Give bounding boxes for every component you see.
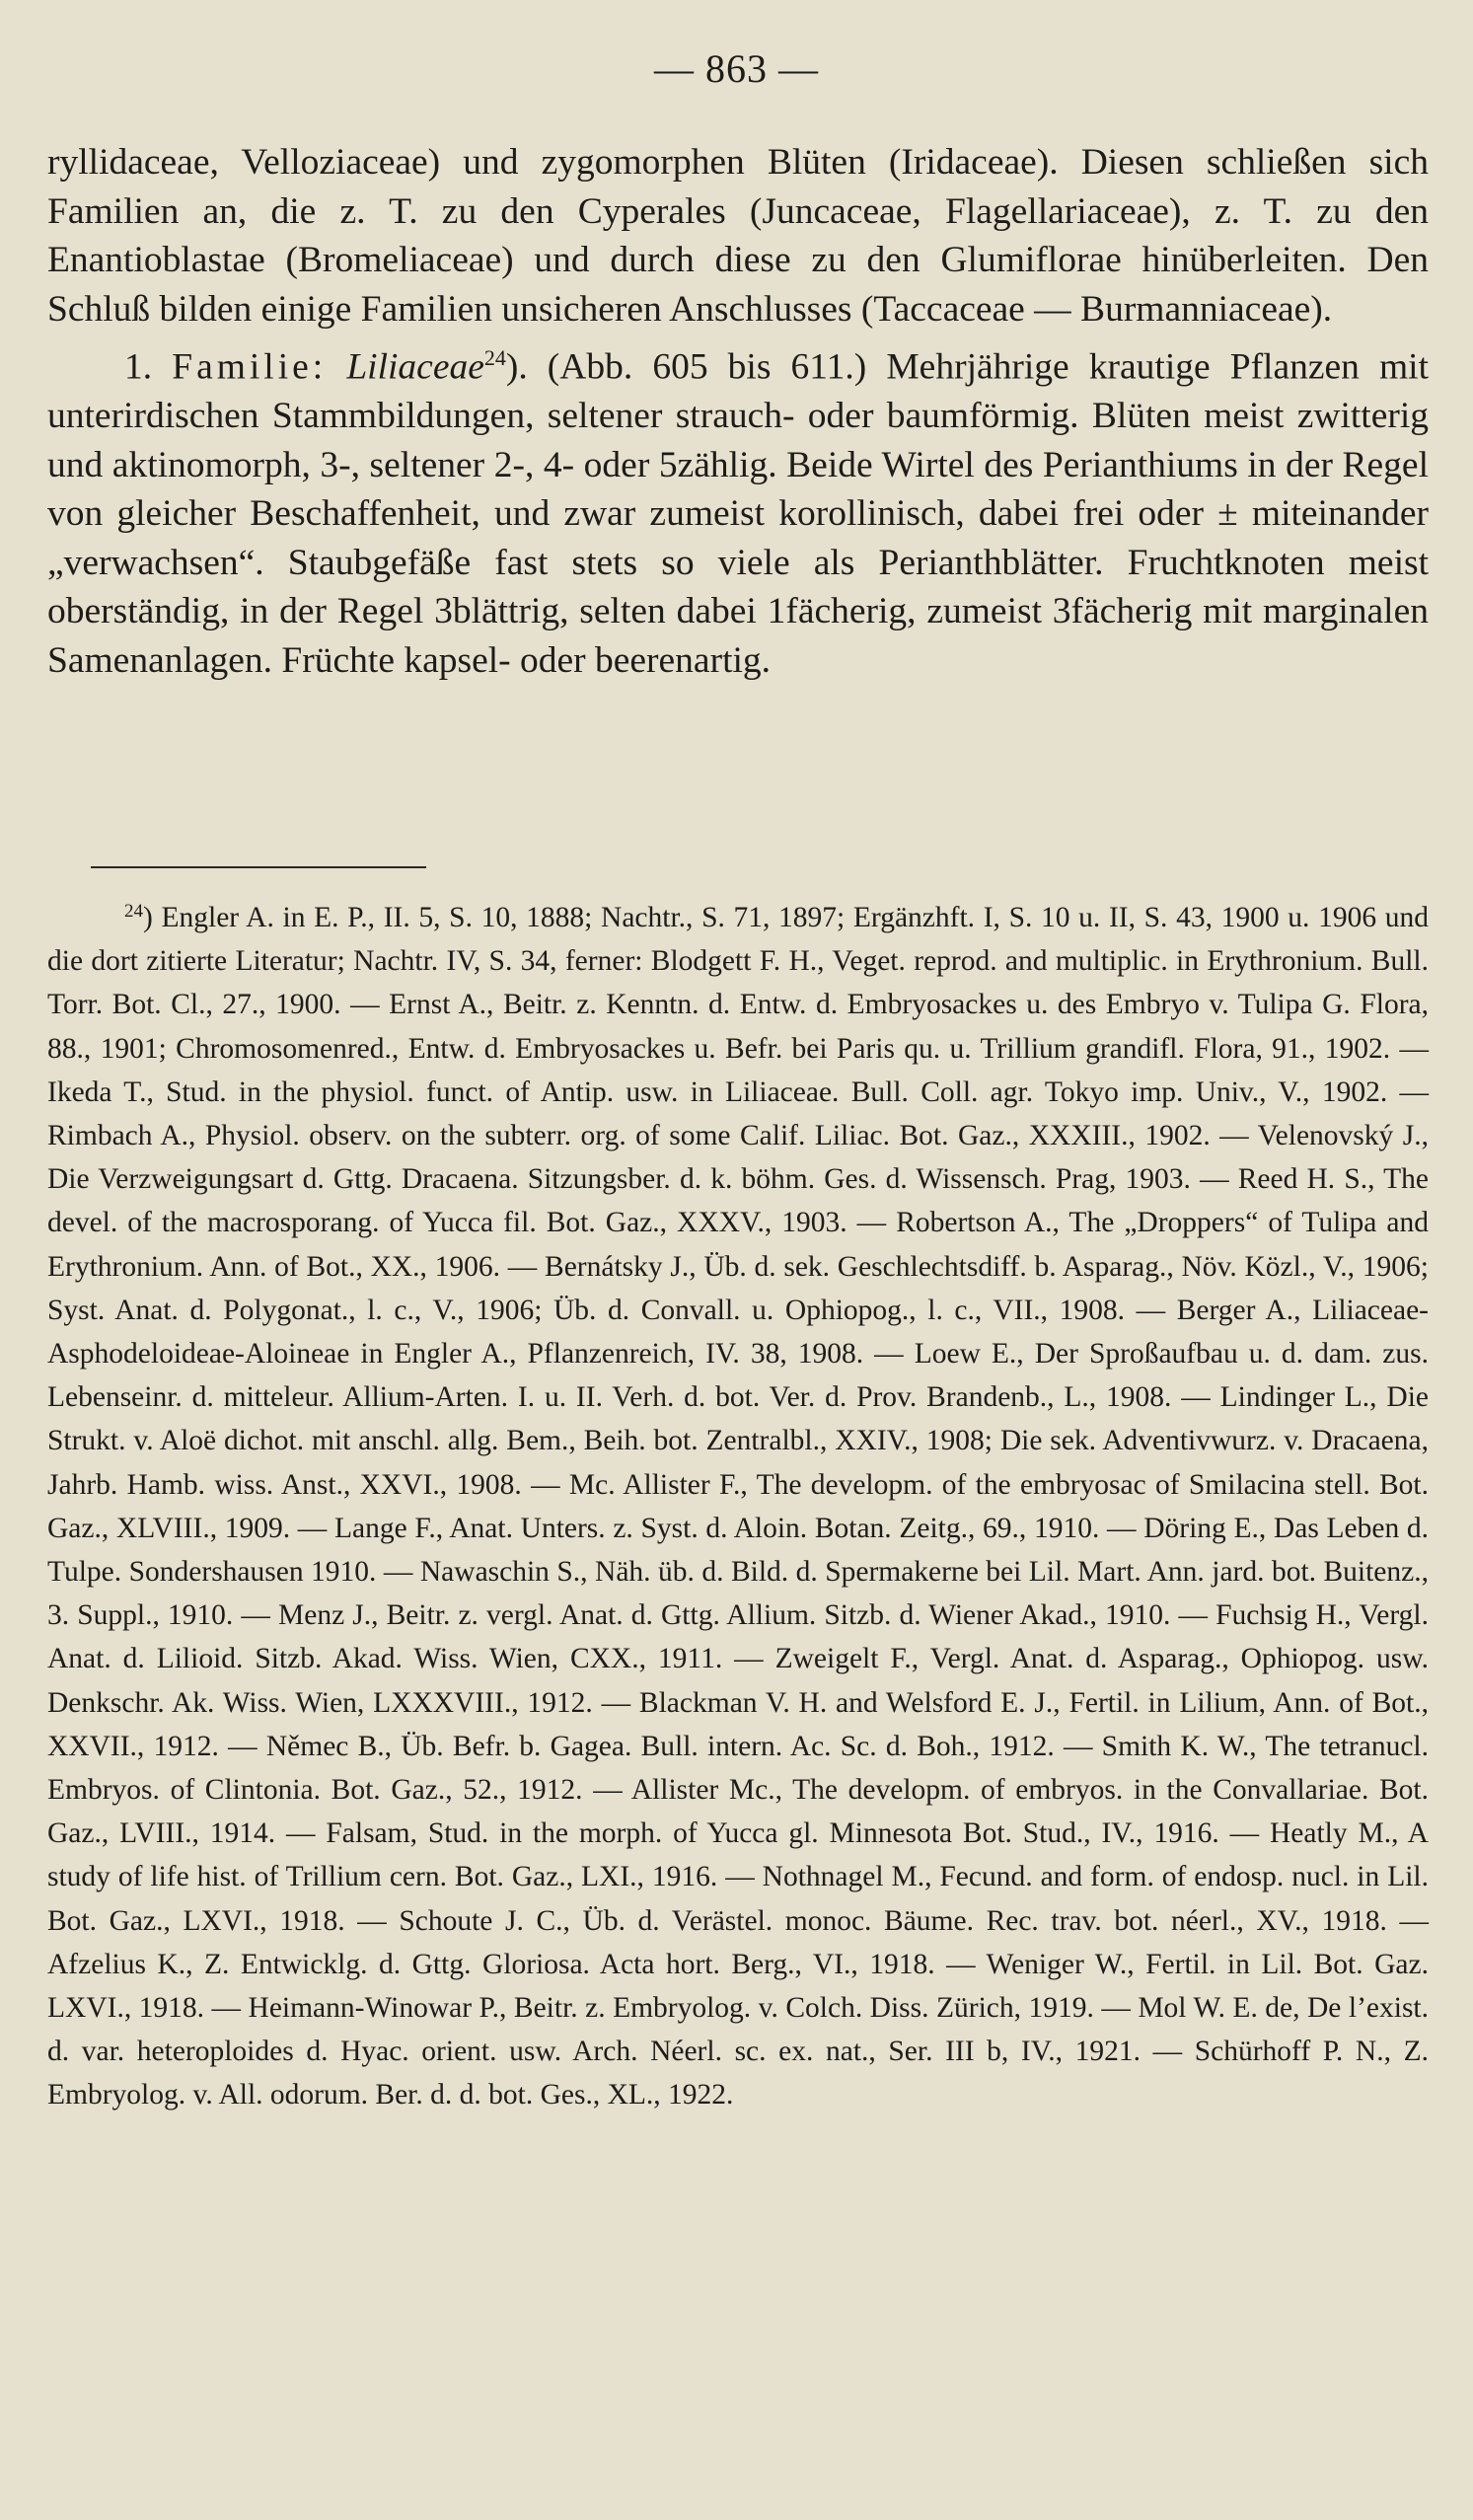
family-description: ). (Abb. 605 bis 611.) Mehrjährige krautige Pflanzen mit unterirdischen Stammbildungen, seltener strauch- oder baumförmig. Blüten meist zwitterig und aktinomorph, 3-, seltener 2-, 4- oder 5zählig. Beide Wirtel des Perianthiums in der Regel von gleicher Beschaffenheit, und zwar zumeist korollinisch, dabei frei oder ± miteinander „verwachsen“. Staubgefäße fast stets so viele als Perianthblätter. Fruchtknoten meist oberständig, in der Regel 3blättrig, selten dabei 1fächerig, zumeist 3fächerig mit marginalen Samenanlagen. Früchte kapsel- oder beerenartig. — [47, 346, 1430, 681]
page-number: — 863 — — [654, 46, 819, 91]
intro-paragraph: ryllidaceae, Velloziaceae) und zygomorphen Blüten (Iridaceae). Diesen schließen sich Familien an, die z. T. zu den Cyperales (Juncaceae, Flagellariaceae), z. T. zu den Enantioblastae (Bromeliaceae) und durch diese zu den Glumiflorae hinüberleiten. Den Schluß bilden einige Familien unsicheren Anschlusses (Taccaceae — Burmanniaceae). — [47, 142, 1429, 330]
main-text — [47, 138, 1429, 685]
family-label: Familie: — [172, 346, 328, 388]
family-number: 1. — [124, 346, 153, 388]
footnote — [47, 896, 1429, 2117]
family-name: Liliaceae — [346, 346, 484, 388]
family-paragraph — [47, 334, 1429, 685]
footnote-text: ) Engler A. in E. P., II. 5, S. 10, 1888; Nachtr., S. 71, 1897; Ergänzhft. I, S. 10 u. II, S. 43, 1900 u. 1906 und die dort zitierte Literatur; Nachtr. IV, S. 34, ferner: Blodgett F. H., Veget. reprod. and multiplic. in Erythronium. Bull. Torr. Bot. Cl., 27., 1900. — Ernst A., Beitr. z. Kenntn. d. Entw. d. Embryosackes u. des Embryo v. Tulipa G. Flora, 88., 1901; Chromosomenred., Entw. d. Embryosackes u. Befr. bei Paris qu. u. Trillium grandifl. Flora, 91., 1902. — Ikeda T., Stud. in the physiol. funct. of Antip. usw. in Liliaceae. Bull. Coll. agr. Tokyo imp. Univ., V., 1902. — Rimbach A., Physiol. observ. on the subterr. org. of some Calif. Liliac. Bot. Gaz., XXXIII., 1902. — Velenovský J., Die Verzweigungsart d. Gttg. Dracaena. Sitzungsber. d. k. böhm. Ges. d. Wissensch. Prag, 1903. — Reed H. S., The devel. of the macrosporang. of Yucca fil. Bot. Gaz., XXXV., 1903. — Robertson A., The „Droppers“ of Tulipa and Erythronium. Ann. of Bot., XX., 1906. — Bernátsky J., Üb. d. sek. Geschlechtsdiff. b. Asparag., Növ. Közl., V., 1906; Syst. Anat. d. Polygonat., l. c., V., 1906; Üb. d. Convall. u. Ophiopog., l. c., VII., 1908. — Berger A., Liliaceae-Asphodeloideae-Aloineae in Engler A., Pflanzenreich, IV. 38, 1908. — Loew E., Der Sproßaufbau u. d. dam. zus. Lebenseinr. d. mitteleur. Allium-Arten. I. u. II. Verh. d. bot. Ver. d. Prov. Brandenb., L., 1908. — Lindinger L., Die Strukt. v. Aloë dichot. mit anschl. allg. Bem., Beih. bot. Zentralbl., XXIV., 1908; Die sek. Adventivwurz. v. Dracaena, Jahrb. Hamb. wiss. Anst., XXVI., 1908. — Mc. Allister F., The developm. of the embryosac of Smilacina stell. Bot. Gaz., XLVIII., 1909. — Lange F., Anat. Unters. z. Syst. d. Aloin. Botan. Zeitg., 69., 1910. — Döring E., Das Leben d. Tulpe. Sondershausen 1910. — Nawaschin S., Näh. üb. d. Bild. d. Spermakerne bei Lil. Mart. Ann. jard. bot. Buitenz., 3. Suppl., 1910. — Menz J., Beitr. z. vergl. Anat. d. Gttg. Allium. Sitzb. d. Wiener Akad., 1910. — Fuchsig H., Vergl. Anat. d. Lilioid. Sitzb. Akad. Wiss. Wien, CXX., 1911. — Zweigelt F., Vergl. Anat. d. Asparag., Ophiopog. usw. Denkschr. Ak. Wiss. Wien, LXXXVIII., 1912. — Blackman V. H. and Welsford E. J., Fertil. in Lilium, Ann. of Bot., XXVII., 1912. — Němec B., Üb. Befr. b. Gagea. Bull. intern. Ac. Sc. d. Boh., 1912. — Smith K. W., The tetranucl. Embryos. of Clintonia. Bot. Gaz., 52., 1912. — Allister Mc., The developm. of embryos. in the Convallariae. Bot. Gaz., LVIII., 1914. — Falsam, Stud. in the morph. of Yucca gl. Minnesota Bot. Stud., IV., 1916. — Heatly M., A study of life hist. of Trillium cern. Bot. Gaz., LXI., 1916. — Nothnagel M., Fecund. and form. of endosp. nucl. in Lil. Bot. Gaz., LXVI., 1918. — Schoute J. C., Üb. d. Verästel. monoc. Bäume. Rec. trav. bot. néerl., XV., 1918. — Afzelius K., Z. Entwicklg. d. Gttg. Gloriosa. Acta hort. Berg., VI., 1918. — Weniger W., Fertil. in Lil. Bot. Gaz. LXVI., 1918. — Heimann-Winowar P., Beitr. z. Embryolog. v. Colch. Diss. Zürich, 1919. — Mol W. E. de, De l’exist. d. var. heteroploides d. Hyac. orient. usw. Arch. Néerl. sc. ex. nat., Ser. III b, IV., 1921. — Schürhoff P. N., Z. Embryolog. v. All. odorum. Ber. d. d. bot. Ges., XL., 1922. — [47, 902, 1429, 2112]
footnote-marker: 24 — [124, 901, 143, 922]
footnote-divider — [91, 866, 426, 868]
family-footnote-ref: 24 — [483, 345, 506, 370]
